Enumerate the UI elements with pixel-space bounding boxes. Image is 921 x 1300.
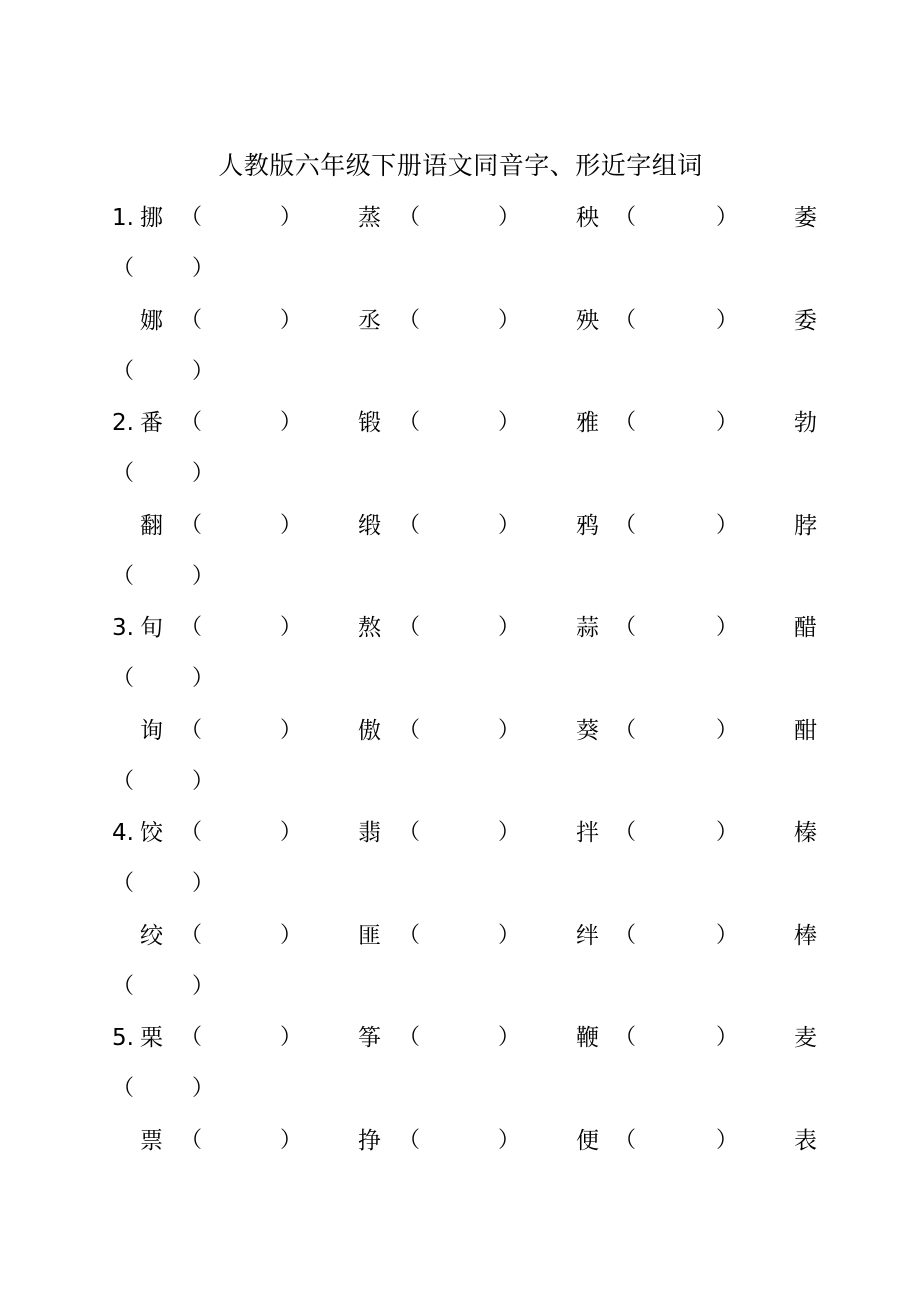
answer-blank-close: ） (192, 256, 215, 281)
character: 酣 (794, 717, 817, 744)
answer-blank-close: ） (498, 307, 521, 333)
character: 翻 (140, 512, 163, 539)
answer-blank-open[interactable]: （ (614, 410, 637, 435)
exercise-row (0, 815, 921, 851)
answer-blank-open[interactable]: （ (398, 717, 421, 743)
answer-blank-open[interactable]: （ (180, 615, 203, 640)
answer-blank-open[interactable]: （ (180, 1025, 203, 1050)
character: 翡 (358, 820, 381, 846)
character: 缎 (358, 512, 381, 539)
answer-blank-close: ） (498, 410, 521, 435)
exercise-row-wrap (0, 764, 921, 800)
answer-blank-close: ） (192, 563, 215, 589)
answer-blank-open[interactable]: （ (112, 461, 135, 486)
answer-blank-open[interactable]: （ (398, 205, 421, 230)
character: 萎 (794, 205, 817, 231)
answer-blank-close: ） (192, 1076, 215, 1101)
answer-blank-open[interactable]: （ (614, 615, 637, 640)
answer-blank-close: ） (280, 922, 303, 948)
answer-blank-close: ） (192, 461, 215, 486)
answer-blank-open[interactable]: （ (614, 922, 637, 948)
character: 麦 (794, 1025, 817, 1051)
answer-blank-open[interactable]: （ (398, 615, 421, 640)
exercise-row (0, 1020, 921, 1056)
answer-blank-open[interactable]: （ (112, 563, 135, 589)
character: 熬 (358, 615, 381, 641)
answer-blank-close: ） (498, 922, 521, 948)
answer-blank-close: ） (716, 307, 739, 333)
item-number: 4. (112, 820, 134, 846)
character: 勃 (794, 410, 817, 436)
answer-blank-close: ） (192, 666, 215, 691)
character: 葵 (576, 717, 599, 744)
character: 绊 (576, 922, 599, 949)
answer-blank-close: ） (192, 973, 215, 999)
answer-blank-open[interactable]: （ (180, 205, 203, 230)
exercise-row (0, 1123, 921, 1159)
answer-blank-close: ） (280, 820, 303, 845)
exercise-row (0, 303, 921, 339)
answer-blank-open[interactable]: （ (112, 256, 135, 281)
character: 栗 (140, 1025, 163, 1051)
answer-blank-close: ） (498, 1127, 521, 1153)
answer-blank-close: ） (498, 205, 521, 230)
character: 殃 (576, 307, 599, 334)
character: 丞 (358, 307, 381, 334)
exercise-row-wrap (0, 1071, 921, 1107)
page-title: 人教版六年级下册语文同音字、形近字组词 (218, 151, 703, 180)
answer-blank-open[interactable]: （ (112, 358, 135, 384)
answer-blank-close: ） (498, 717, 521, 743)
character: 绞 (140, 922, 163, 949)
answer-blank-open[interactable]: （ (614, 1127, 637, 1153)
character: 筝 (358, 1025, 381, 1051)
exercise-row (0, 200, 921, 236)
answer-blank-open[interactable]: （ (614, 512, 637, 538)
answer-blank-close: ） (280, 1127, 303, 1153)
exercise-row (0, 610, 921, 646)
answer-blank-open[interactable]: （ (614, 717, 637, 743)
character: 鞭 (576, 1025, 599, 1051)
character: 鸦 (576, 512, 599, 539)
answer-blank-close: ） (280, 615, 303, 640)
answer-blank-open[interactable]: （ (112, 871, 135, 896)
item-number: 3. (112, 615, 134, 641)
answer-blank-open[interactable]: （ (614, 1025, 637, 1050)
answer-blank-close: ） (716, 820, 739, 845)
answer-blank-open[interactable]: （ (180, 820, 203, 845)
exercise-row-wrap (0, 866, 921, 902)
answer-blank-open[interactable]: （ (398, 922, 421, 948)
answer-blank-close: ） (192, 871, 215, 896)
answer-blank-close: ） (498, 512, 521, 538)
answer-blank-open[interactable]: （ (180, 922, 203, 948)
answer-blank-close: ） (280, 205, 303, 230)
answer-blank-open[interactable]: （ (180, 410, 203, 435)
answer-blank-close: ） (498, 615, 521, 640)
item-number: 2. (112, 410, 134, 436)
character: 棒 (794, 922, 817, 949)
answer-blank-close: ） (498, 1025, 521, 1050)
exercise-row-wrap (0, 559, 921, 595)
character: 雅 (576, 410, 599, 436)
answer-blank-close: ） (716, 922, 739, 948)
answer-blank-open[interactable]: （ (614, 205, 637, 230)
exercise-row (0, 713, 921, 749)
answer-blank-close: ） (716, 615, 739, 640)
exercise-row-wrap (0, 456, 921, 492)
answer-blank-close: ） (716, 410, 739, 435)
answer-blank-close: ） (716, 1025, 739, 1050)
character: 锻 (358, 410, 381, 436)
character: 拌 (576, 820, 599, 846)
character: 番 (140, 410, 163, 436)
answer-blank-close: ） (280, 512, 303, 538)
character: 旬 (140, 615, 163, 641)
answer-blank-close: ） (716, 1127, 739, 1153)
answer-blank-open[interactable]: （ (398, 820, 421, 845)
character: 娜 (140, 307, 163, 334)
character: 醋 (794, 615, 817, 641)
character: 蒸 (358, 205, 381, 231)
character: 委 (794, 307, 817, 334)
exercise-row-wrap (0, 354, 921, 390)
answer-blank-close: ） (192, 358, 215, 384)
answer-blank-close: ） (498, 820, 521, 845)
answer-blank-open[interactable]: （ (398, 410, 421, 435)
answer-blank-close: ） (716, 512, 739, 538)
character: 挪 (140, 205, 163, 231)
exercise-row-wrap (0, 251, 921, 287)
character: 表 (794, 1127, 817, 1154)
character: 蒜 (576, 615, 599, 641)
exercise-row-wrap (0, 969, 921, 1005)
answer-blank-open[interactable]: （ (614, 307, 637, 333)
answer-blank-close: ） (280, 307, 303, 333)
character: 挣 (358, 1127, 381, 1154)
answer-blank-open[interactable]: （ (112, 973, 135, 999)
character: 脖 (794, 512, 817, 539)
item-number: 1. (112, 205, 134, 231)
exercise-row-wrap (0, 661, 921, 697)
answer-blank-close: ） (716, 205, 739, 230)
answer-blank-open[interactable]: （ (180, 307, 203, 333)
answer-blank-close: ） (280, 410, 303, 435)
answer-blank-open[interactable]: （ (398, 512, 421, 538)
answer-blank-open[interactable]: （ (112, 1076, 135, 1101)
answer-blank-close: ） (192, 768, 215, 794)
answer-blank-close: ） (280, 1025, 303, 1050)
answer-blank-open[interactable]: （ (112, 666, 135, 691)
character: 榛 (794, 820, 817, 846)
character: 秧 (576, 205, 599, 231)
character: 便 (576, 1127, 599, 1154)
answer-blank-close: ） (280, 717, 303, 743)
character: 傲 (358, 717, 381, 744)
character: 饺 (140, 820, 163, 846)
answer-blank-open[interactable]: （ (398, 1127, 421, 1153)
answer-blank-open[interactable]: （ (398, 307, 421, 333)
character: 询 (140, 717, 163, 744)
answer-blank-open[interactable]: （ (180, 717, 203, 743)
answer-blank-close: ） (716, 717, 739, 743)
exercise-row (0, 918, 921, 954)
item-number: 5. (112, 1025, 134, 1051)
answer-blank-open[interactable]: （ (180, 512, 203, 538)
answer-blank-open[interactable]: （ (398, 1025, 421, 1050)
exercise-row (0, 508, 921, 544)
exercise-row (0, 405, 921, 441)
character: 票 (140, 1127, 163, 1154)
answer-blank-open[interactable]: （ (180, 1127, 203, 1153)
character: 匪 (358, 922, 381, 949)
answer-blank-open[interactable]: （ (112, 768, 135, 794)
answer-blank-open[interactable]: （ (614, 820, 637, 845)
